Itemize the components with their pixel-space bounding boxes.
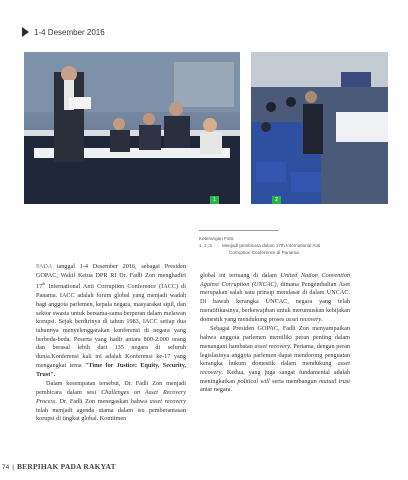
paragraph-speaker <box>36 380 186 424</box>
paragraph-gopac <box>200 325 350 395</box>
italic-term: asset recovery <box>200 360 350 376</box>
italic-term: political will <box>237 377 270 385</box>
event-date: 1-4 Desember 2016 <box>34 27 105 37</box>
footer-separator: | <box>12 464 14 471</box>
triangle-marker-icon <box>22 27 29 37</box>
gopac-text: Sebagai Presiden GOPAC, Fadli Zon menyampaikan bahwa anggota parlemen memiliki peran penting dalam menangani hambatan <box>200 325 350 350</box>
caption-numbers: 1, 2, 3 <box>199 243 212 248</box>
lead-word: PADA <box>36 263 52 270</box>
page-number: 74 <box>2 464 10 471</box>
speaker-text: Dalam kesempatan tersebut, Dr. Fadli Zon menjadi pembicara dalam sesi <box>36 380 186 397</box>
caption-divider <box>199 230 279 231</box>
article-column-left <box>36 263 186 425</box>
uncac-text-2: , dimana Pengembalian Aset merupakan salah satu prinsip mendasar di dalam UNCAC. Di bawah kerangka UNCAC, negara yang telah meratifikasinya, berkewajiban untuk merumuskan kebijakan domestik yang mendukung proses <box>200 280 350 323</box>
uncac-text-3: . <box>321 315 323 323</box>
uncac-text: global ini tertuang di dalam <box>200 272 281 279</box>
section-header <box>22 27 105 37</box>
photo-badge-1: 1 <box>210 196 219 204</box>
italic-term: asset recovery <box>254 342 291 350</box>
ordinal-suffix: th <box>42 281 46 287</box>
article-column-right <box>200 272 350 396</box>
session-title: Challenges on Asset Recovery Process <box>36 389 186 405</box>
page-footer <box>2 462 116 471</box>
conference-theme: "Time for Justice: Equity, Security, Trust". <box>36 361 187 378</box>
gopac-text-3: . Kedua, yang juga sangat fundamental adalah meningkatkan <box>200 368 350 385</box>
gopac-text-5: antar negara. <box>200 386 232 394</box>
photo-speaker-panel <box>24 52 240 204</box>
audience-illustration <box>251 52 388 204</box>
italic-term: asset recovery <box>285 315 322 323</box>
photo-badge-2: 2 <box>272 196 281 204</box>
caption-text-line2: Corruption Conference di Panama. <box>229 250 300 255</box>
speaker-text-3: telah menjadi agenda utama dalam isu pemberantasan korupsi di tingkat global. Komitmen <box>36 406 186 423</box>
paragraph-uncac <box>200 272 350 324</box>
speaker-panel-illustration <box>24 52 240 204</box>
caption-text-line1: Menjadi pembicara dalam 17th International Anti <box>222 243 321 248</box>
italic-term: asset recovery <box>149 397 186 405</box>
gopac-text-2: . Pertama, dengan peran legislasinya anggota parlemen dapat mendorong penguatan kerangka hukum domestik dalam mendukung <box>200 342 350 368</box>
gopac-text-4: serta membangun <box>269 377 320 385</box>
intro-text-tail: International Anti Corruption Conference (IACC) di Panama. IACC adalah forum global yang menjadi wadah bagi anggota parlemen, kepala negara, masyarakat sipil, dan sektor swasta untuk bersama-sama berperan dalam melawan korupsi. Sejak berdirinya di tahun 1983, IACC setiap dua tahunnya menyelenggarakan konferensi di negara yang berbeda-beda. Peserta yang hadir antara 800-2.000 orang dan berasal lebih dari 135 negara di seluruh dunia.Konferensi kali ini adalah Konferensi ke-17 yang mengangkat tema <box>36 283 186 369</box>
publication-brand: BERPIHAK PADA RAKYAT <box>16 462 116 471</box>
speaker-text-2: . Dr. Fadli Zon menegaskan bahwa <box>55 397 150 405</box>
intro-text: tanggal 1-4 Desember 2016, sebagai Presiden GOPAC, Wakil Ketua DPR RI Dr. Fadli Zon menghadiri 17 <box>36 263 186 291</box>
convention-name: United Nation Convention Against Corruption (UNCAC) <box>200 272 351 288</box>
italic-term: mutual trust <box>319 377 350 385</box>
photo-audience <box>251 52 388 204</box>
caption-heading: Keterangan Foto: <box>199 236 235 241</box>
paragraph-intro <box>36 263 186 379</box>
